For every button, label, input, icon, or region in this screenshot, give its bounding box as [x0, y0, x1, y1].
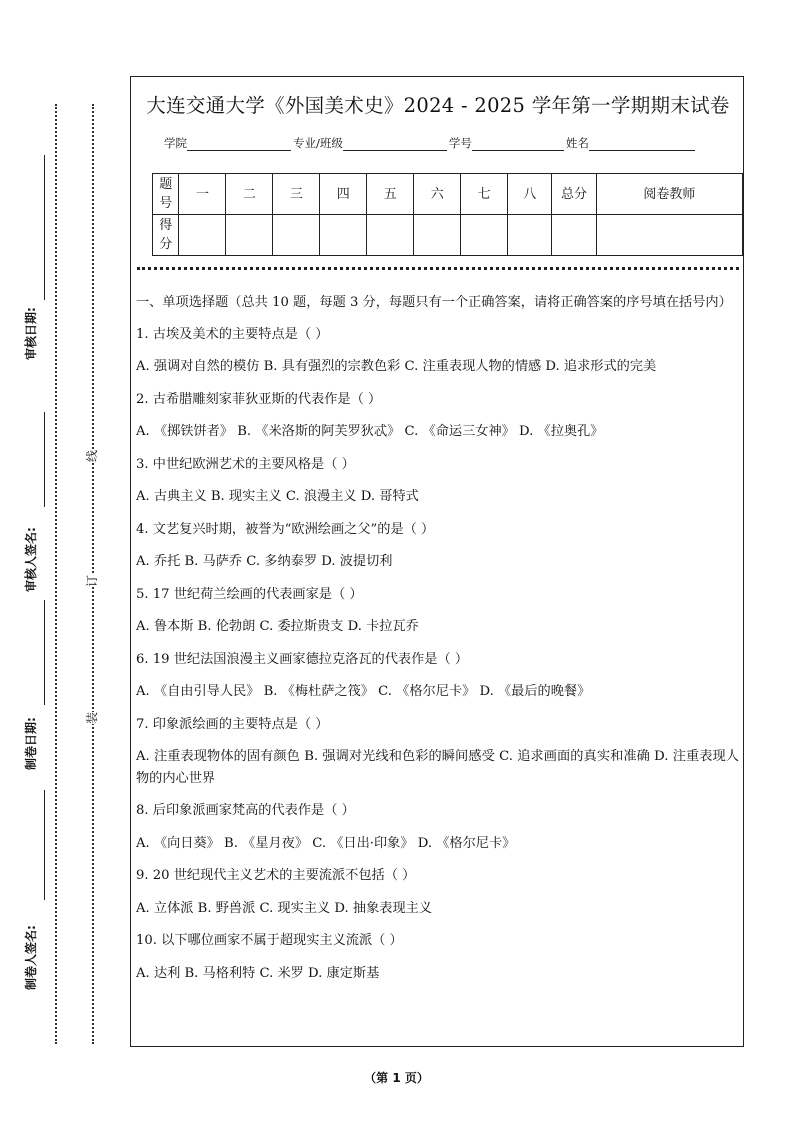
- question-stem: 8. 后印象派画家梵高的代表作是（ ）: [136, 803, 355, 818]
- score-cell[interactable]: [461, 215, 508, 256]
- dotted-separator: [137, 267, 739, 270]
- binding-char-line: 线: [85, 449, 100, 463]
- question-options: A. 《自由引导人民》 B. 《梅杜萨之筏》 C. 《格尔尼卡》 D. 《最后的晚餐》: [136, 684, 591, 699]
- score-table: [152, 173, 743, 256]
- name-field[interactable]: [589, 138, 695, 151]
- binding-char-staple: 订: [85, 574, 100, 588]
- section-single-choice: [136, 292, 739, 995]
- reviewer-date-line: [44, 155, 45, 300]
- score-col-3: 三: [273, 174, 320, 215]
- name-label: 姓名: [565, 136, 589, 150]
- score-cell[interactable]: [273, 215, 320, 256]
- question-options: A. 达利 B. 马格利特 C. 米罗 D. 康定斯基: [136, 965, 380, 981]
- question-stem: 9. 20 世纪现代主义艺术的主要流派不包括（ ）: [136, 868, 416, 883]
- score-col-5: 五: [367, 174, 414, 215]
- score-cell[interactable]: [367, 215, 414, 256]
- question-options: A. 强调对自然的模仿 B. 具有强烈的宗教色彩 C. 注重表现人物的情感 D. 追求形式的完美: [136, 359, 657, 374]
- score-row-label: 题号: [153, 174, 179, 215]
- score-cell[interactable]: [596, 215, 742, 256]
- exam-title: 大连交通大学《外国美术史》2024 - 2025 学年第一学期期末试卷: [146, 94, 730, 117]
- question-stem: 5. 17 世纪荷兰绘画的代表画家是（ ）: [136, 586, 363, 602]
- score-row-label: 得分: [153, 215, 179, 256]
- question-options: A. 古典主义 B. 现实主义 C. 浪漫主义 D. 哥特式: [136, 489, 419, 504]
- question-stem: 3. 中世纪欧洲艺术的主要风格是（ ）: [136, 456, 355, 472]
- question-stem: 1. 古埃及美术的主要特点是（ ）: [136, 326, 329, 342]
- question-stem: 6. 19 世纪法国浪漫主义画家德拉克洛瓦的代表作是（ ）: [136, 651, 469, 667]
- score-table-score-row: [153, 215, 743, 256]
- score-cell[interactable]: [226, 215, 273, 256]
- page-number: （第 1 页）: [364, 1071, 429, 1085]
- question-stem: 4. 文艺复兴时期，被誉为“欧洲绘画之父”的是（ ）: [136, 521, 435, 537]
- score-col-4: 四: [320, 174, 367, 215]
- reviewer-signature-line: [44, 412, 45, 507]
- question-options: A. 乔托 B. 马萨乔 C. 多纳泰罗 D. 波提切利: [136, 554, 393, 569]
- question-options: A. 立体派 B. 野兽派 C. 现实主义 D. 抽象表现主义: [136, 900, 433, 916]
- major-label: 专业/班级: [293, 136, 343, 150]
- score-cell[interactable]: [414, 215, 461, 256]
- question-options: A. 《向日葵》 B. 《星月夜》 C. 《日出·印象》 D. 《格尔尼卡》: [136, 835, 516, 851]
- student-info-row: [164, 135, 697, 151]
- exam-paper-frame: [130, 76, 744, 1047]
- score-col-6: 六: [414, 174, 461, 215]
- score-col-2: 二: [226, 174, 273, 215]
- score-cell[interactable]: [508, 215, 552, 256]
- score-col-8: 八: [508, 174, 552, 215]
- score-cell[interactable]: [179, 215, 226, 256]
- score-cell[interactable]: [320, 215, 367, 256]
- binding-dotted-line-left: [55, 104, 57, 1044]
- student-id-field[interactable]: [472, 138, 564, 151]
- college-field[interactable]: [187, 138, 291, 151]
- binding-char-bind: 装: [85, 711, 100, 725]
- score-col-1: 一: [179, 174, 226, 215]
- question-stem: 10. 以下哪位画家不属于超现实主义流派（ ）: [136, 933, 403, 948]
- score-col-7: 七: [461, 174, 508, 215]
- section-heading: 一、单项选择题（总共 10 题，每题 3 分，每题只有一个正确答案，请将正确答案的序号填在括号内）: [136, 295, 732, 310]
- major-field[interactable]: [343, 138, 447, 151]
- score-table-header-row: [153, 174, 743, 215]
- college-label: 学院: [164, 136, 187, 150]
- score-cell[interactable]: [552, 215, 596, 256]
- student-id-label: 学号: [448, 136, 472, 150]
- score-col-grader: 阅卷教师: [596, 174, 742, 215]
- question-options: A. 注重表现物体的固有颜色 B. 强调对光线和色彩的瞬间感受 C. 追求画面的真实和准确 D. 注重表现人物的内心世界: [136, 749, 739, 786]
- creator-date-line: [44, 600, 45, 705]
- creator-signature-line: [44, 790, 45, 900]
- question-options: A. 《掷铁饼者》 B. 《米洛斯的阿芙罗狄忒》 C. 《命运三女神》 D. 《拉奥孔》: [136, 424, 604, 439]
- score-col-total: 总分: [552, 174, 596, 215]
- question-stem: 2. 古希腊雕刻家菲狄亚斯的代表作是（ ）: [136, 391, 382, 407]
- question-options: A. 鲁本斯 B. 伦勃朗 C. 委拉斯贵支 D. 卡拉瓦乔: [136, 619, 419, 634]
- question-stem: 7. 印象派绘画的主要特点是（ ）: [136, 716, 329, 732]
